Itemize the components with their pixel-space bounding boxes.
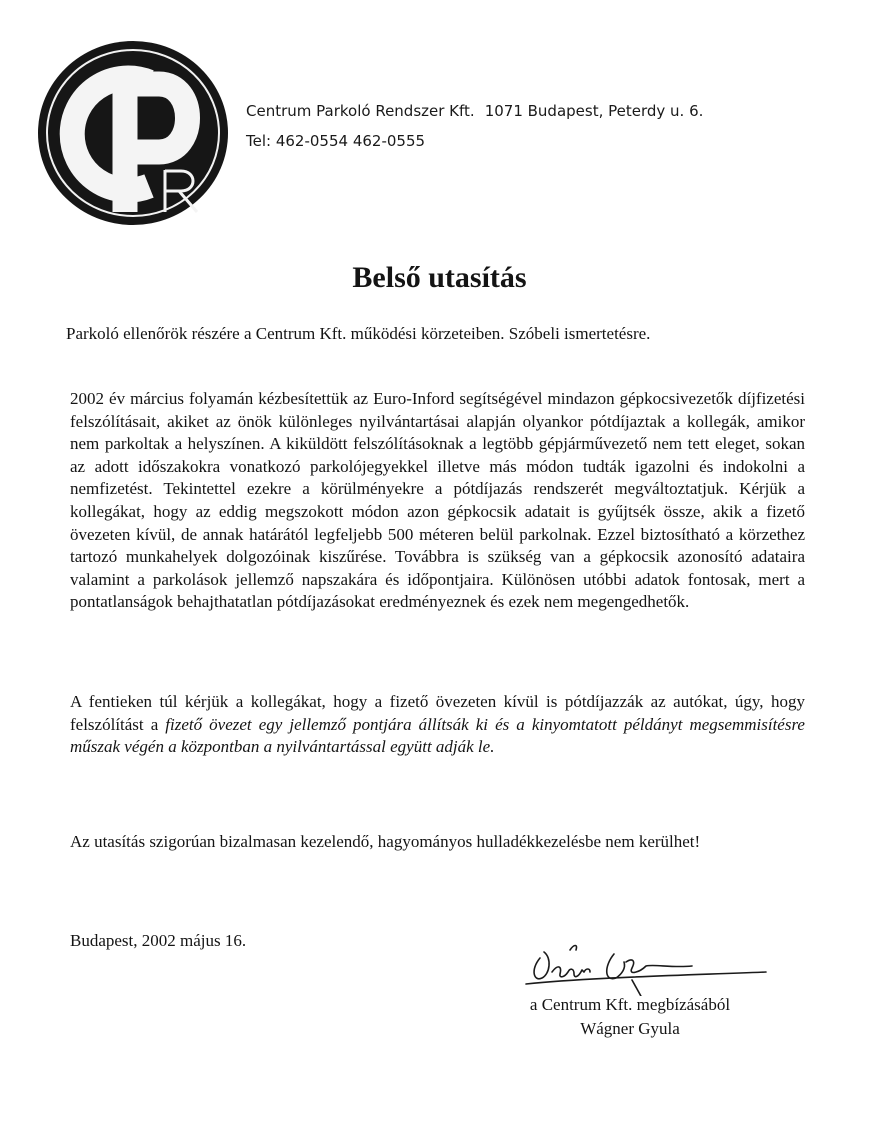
paragraph-additional-request-text: A fentieken túl kérjük a kollegákat, hogy a fizető övezeten kívül is pótdíjazzák az autókat, úgy, hogy felszólítást a: [70, 692, 805, 734]
document-title: Belső utasítás: [352, 261, 527, 294]
paragraph-additional-request: [70, 691, 805, 759]
letterhead-company-line: [246, 96, 846, 126]
paragraph-instructions: 2002 év március folyamán kézbesítettük az Euro-Inford segítségével mindazon gépkocsivezetők díjfizetési felszólításait, akiket az önök különleges nyilvántartásai alapján olyankor pótdíjaztak a kollegák, amikor nem parkoltak a helyszínen. A kiküldött felszólításoknak a legtöbb gépjárművezető nem tett eleget, sokan az adott időszakokra vonatkozó parkolójegyekkel illetve más módon tudták igazolni és indokolni a nemfizetést. Tekintettel ezekre a körülményekre a pótdíjazás rendszerét megváltoztatjuk. Kérjük a kollegákat, hogy az eddig megszokott módon azon gépkocsik adatait is gyűjtsék össze, akik a fizető övezeten kívül, de annak határától legfeljebb 500 méteren belül parkolnak. Ezzel biztosítható a körzethez tartozó munkahelyek dolgozóinak kiszűrése. Továbbra is szükség van a gépkocsik azonosító adataira valamint a parkolások jellemző napszakára és időpontjaira. Különösen utóbbi adatok fontosak, mert a pontatlanságok behajthatatlan pótdíjazásokat eredményeznek és ezek nem megengedhetők.: [70, 389, 805, 612]
letterhead: [246, 96, 846, 156]
signature-block: [480, 993, 780, 1041]
handwritten-signature-icon: [522, 938, 777, 996]
company-name: Centrum Parkoló Rendszer Kft.: [246, 102, 475, 120]
document-date: Budapest, 2002 május 16.: [70, 931, 247, 950]
company-logo-icon: [37, 40, 229, 226]
signature-authority: a Centrum Kft. megbízásából: [529, 995, 731, 1014]
document-subtitle: Parkoló ellenőrök részére a Centrum Kft. működési körzeteiben. Szóbeli ismertetésre.: [66, 324, 651, 343]
signatory-name: Wágner Gyula: [580, 1019, 680, 1038]
company-address: 1071 Budapest, Peterdy u. 6.: [484, 102, 704, 120]
paragraph-confidentiality: Az utasítás szigorúan bizalmasan kezelendő, hagyományos hulladékkezelésbe nem kerülhet!: [70, 832, 701, 851]
paragraph-additional-request-italic: fizető övezet egy jellemző pontjára állítsák ki és a kinyomtatott példányt megsemmisítésre műszak végén a központban a nyilvántartással együtt adják le.: [70, 714, 805, 757]
company-phone: Tel: 462-0554 462-0555: [246, 132, 426, 150]
